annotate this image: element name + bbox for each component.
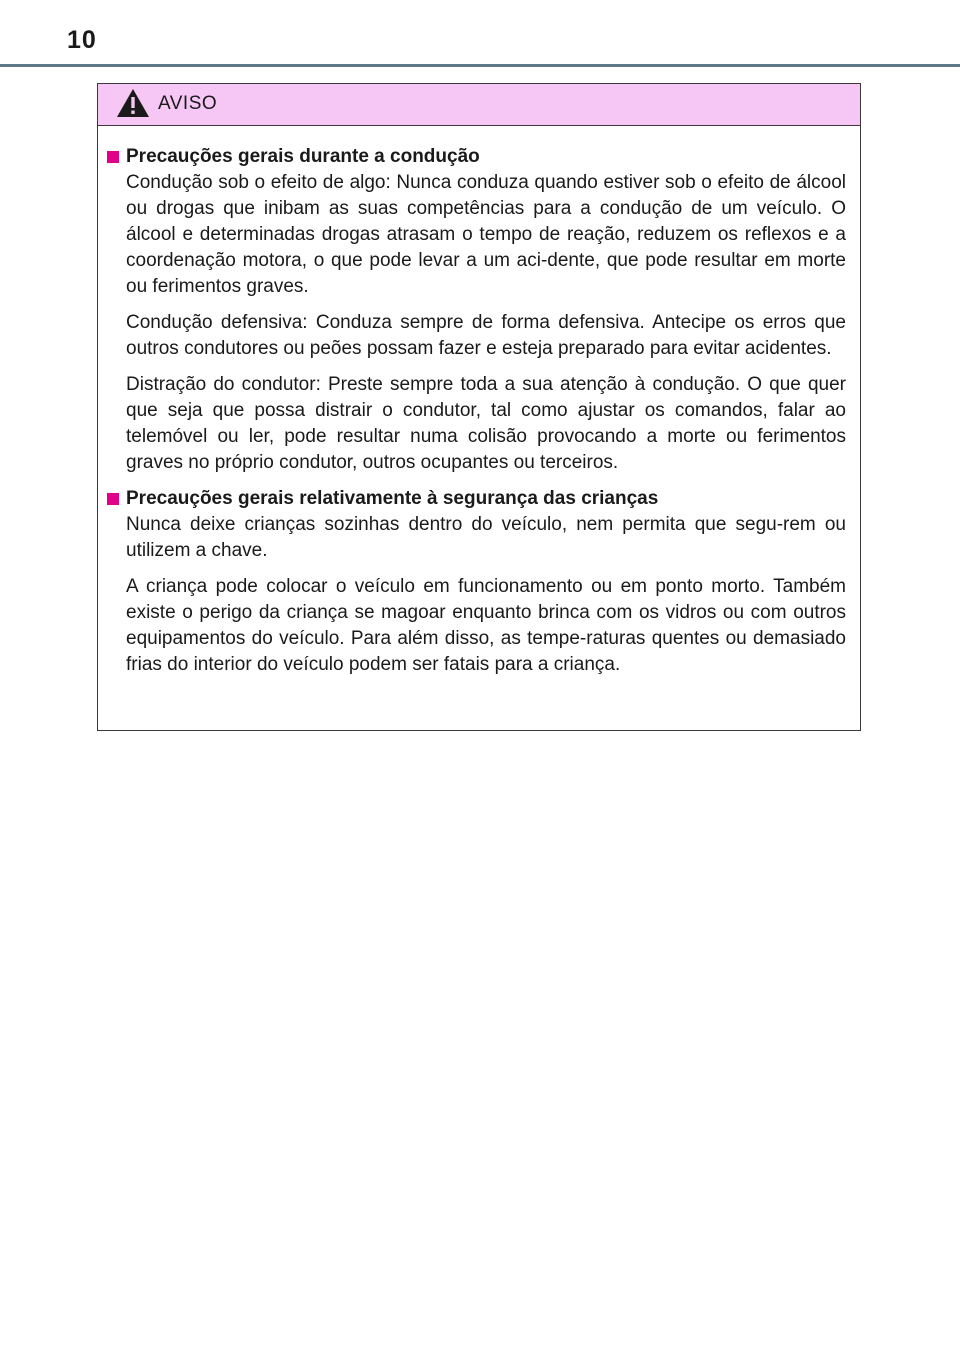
warning-triangle-icon <box>116 88 150 118</box>
warning-box <box>97 83 861 731</box>
section-heading-text: Precauções gerais durante a condução <box>126 146 480 167</box>
section-heading-text: Precauções gerais relativamente à segurança das crianças <box>126 488 659 509</box>
section-heading <box>107 486 846 512</box>
square-bullet-icon <box>107 493 119 505</box>
paragraph-defensive-driving: Condução defensiva: Conduza sempre de forma defensiva. Antecipe os erros que outros condutores ou peões possam fazer e esteja preparado para evitar acidentes. <box>126 312 846 359</box>
paragraph-child-dangers: A criança pode colocar o veículo em funcionamento ou em ponto morto. Também existe o perigo da criança se magoar enquanto brinca com os vidros ou com outros equipamentos do veículo. Para além disso, as tempe-raturas quentes ou demasiado frias do interior do veículo podem ser fatais para a criança. <box>126 576 846 675</box>
paragraph-children-alone: Nunca deixe crianças sozinhas dentro do veículo, nem permita que segu-rem ou utilizem a chave. <box>126 514 846 561</box>
section-general-driving <box>107 144 846 476</box>
page-number: 10 <box>67 26 97 54</box>
warning-header <box>98 84 860 126</box>
warning-body <box>98 126 860 678</box>
square-bullet-icon <box>107 151 119 163</box>
section-child-safety <box>107 486 846 678</box>
warning-title: AVISO <box>158 93 218 114</box>
paragraph-under-influence: Condução sob o efeito de algo: Nunca conduza quando estiver sob o efeito de álcool ou drogas que inibam as suas competências para a condução de um veículo. O álcool e determinadas drogas atrasam o tempo de reação, reduzem os reflexos e a coordenação motora, o que pode levar a um aci-dente, que pode resultar em morte ou ferimentos graves. <box>126 172 846 297</box>
header-rule <box>0 64 960 67</box>
section-heading <box>107 144 846 170</box>
paragraph-driver-distraction: Distração do condutor: Preste sempre toda a sua atenção à condução. O que quer que seja que possa distrair o condutor, tal como ajustar os comandos, falar ao telemóvel ou ler, pode resultar numa colisão provocando a morte ou ferimentos graves no próprio condutor, outros ocupantes ou terceiros. <box>126 374 846 473</box>
